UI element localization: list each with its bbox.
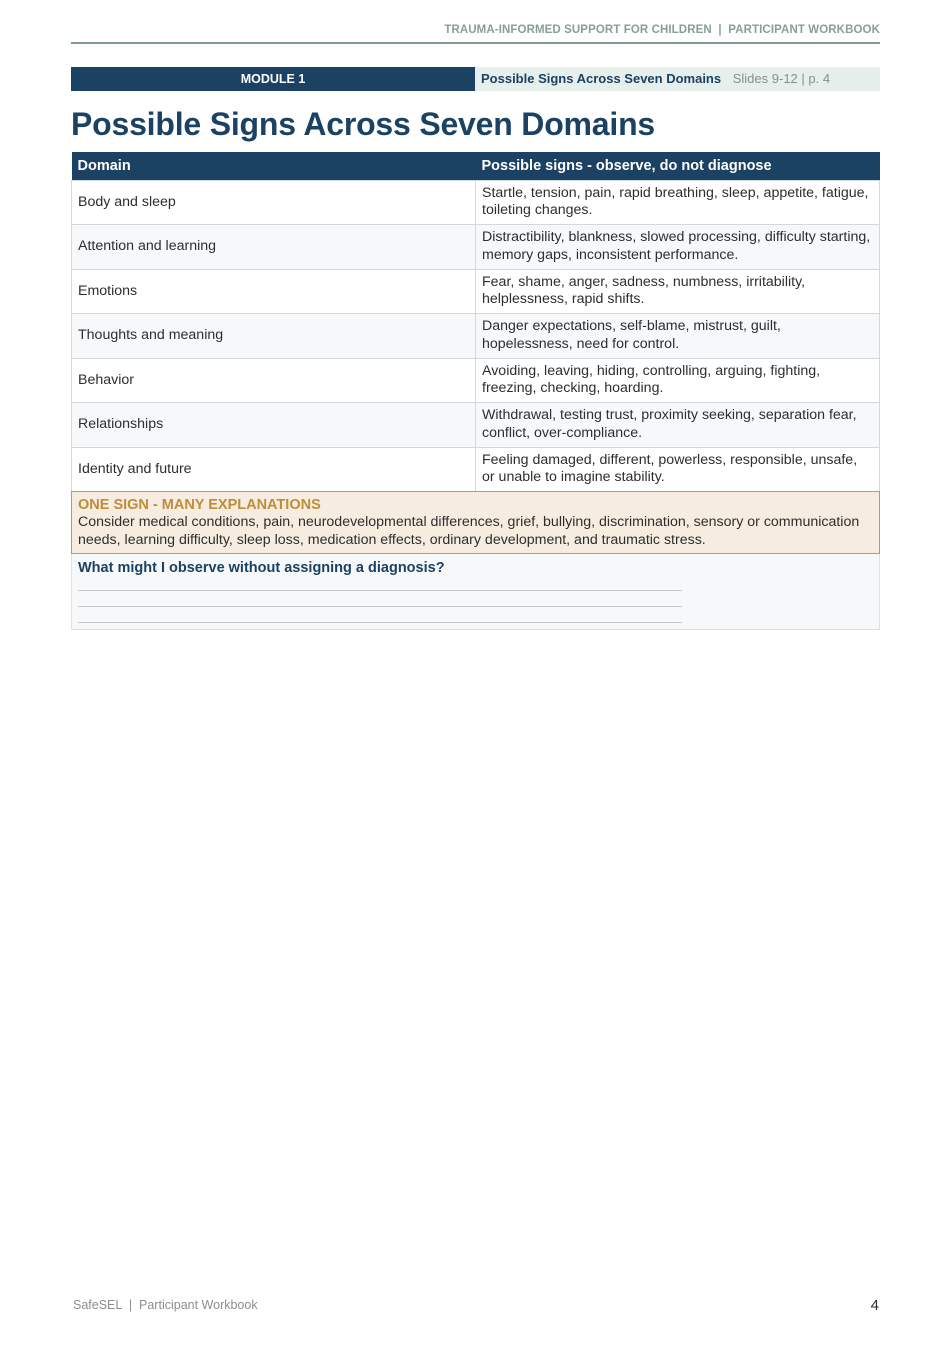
- signs-cell: Fear, shame, anger, sadness, numbness, irritability, helplessness, rapid shifts.: [476, 269, 880, 314]
- module-bar: [71, 67, 880, 91]
- writing-line[interactable]: [78, 622, 682, 623]
- callout-text: Consider medical conditions, pain, neurodevelopmental differences, grief, bullying, discrimination, sensory or communication needs, learning difficulty, sleep loss, medication effects, ordinary development, and traumatic stress.: [78, 514, 860, 548]
- domain-cell: Identity and future: [72, 447, 476, 492]
- domain-cell: Relationships: [72, 403, 476, 448]
- page-number: 4: [870, 1297, 879, 1314]
- reflection-box: [71, 554, 880, 630]
- signs-cell: Avoiding, leaving, hiding, controlling, arguing, fighting, freezing, checking, hoarding.: [476, 358, 880, 403]
- header-rule: [71, 42, 880, 44]
- table-header-row: [72, 152, 880, 180]
- domain-cell: Attention and learning: [72, 225, 476, 270]
- table-row: [72, 314, 880, 359]
- domain-cell: Behavior: [72, 358, 476, 403]
- table-row: [72, 447, 880, 492]
- table-row: [72, 358, 880, 403]
- signs-cell: Withdrawal, testing trust, proximity seeking, separation fear, conflict, over-compliance.: [476, 403, 880, 448]
- callout-title: ONE SIGN - MANY EXPLANATIONS: [78, 497, 321, 513]
- writing-line[interactable]: [78, 606, 682, 607]
- footer-text: SafeSEL | Participant Workbook: [73, 1298, 258, 1312]
- signs-cell: Distractibility, blankness, slowed processing, difficulty starting, memory gaps, inconsistent performance.: [476, 225, 880, 270]
- callout-box: [71, 491, 880, 554]
- signs-cell: Startle, tension, pain, rapid breathing, sleep, appetite, fatigue, toileting changes.: [476, 180, 880, 225]
- table-row: [72, 225, 880, 270]
- writing-lines[interactable]: [78, 590, 873, 623]
- signs-cell: Feeling damaged, different, powerless, responsible, unsafe, or unable to imagine stability.: [476, 447, 880, 492]
- module-label: MODULE 1: [71, 67, 475, 91]
- signs-cell: Danger expectations, self-blame, mistrust, guilt, hopelessness, need for control.: [476, 314, 880, 359]
- column-header-signs: Possible signs - observe, do not diagnose: [476, 152, 880, 180]
- table-row: [72, 269, 880, 314]
- domain-cell: Thoughts and meaning: [72, 314, 476, 359]
- table-row: [72, 180, 880, 225]
- column-header-domain: Domain: [72, 152, 476, 180]
- domain-cell: Body and sleep: [72, 180, 476, 225]
- running-header: TRAUMA-INFORMED SUPPORT FOR CHILDREN | PARTICIPANT WORKBOOK: [444, 24, 880, 36]
- domain-cell: Emotions: [72, 269, 476, 314]
- page-title: Possible Signs Across Seven Domains: [71, 106, 656, 142]
- domains-table: [71, 152, 880, 492]
- section-title: Possible Signs Across Seven Domains: [481, 71, 722, 86]
- writing-line[interactable]: [78, 590, 682, 591]
- reflection-question: What might I observe without assigning a diagnosis?: [78, 560, 445, 576]
- section-meta: Slides 9-12 | p. 4: [732, 71, 831, 86]
- table-row: [72, 403, 880, 448]
- section-info: [475, 67, 880, 91]
